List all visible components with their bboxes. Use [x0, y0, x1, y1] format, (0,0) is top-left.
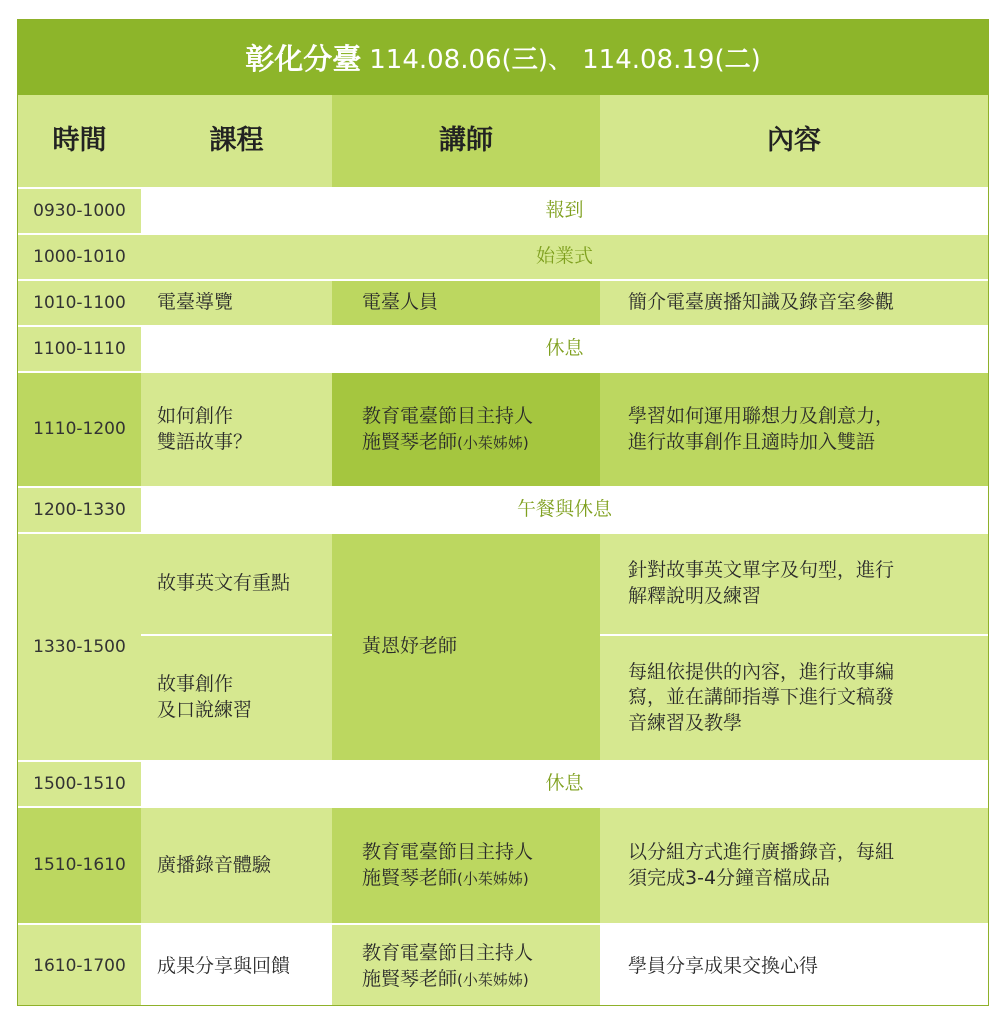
header-time: 時間 — [18, 95, 141, 187]
teacher-cell: 黃恩妤老師 — [332, 534, 600, 760]
time-cell: 1200-1330 — [18, 488, 141, 532]
span-cell: 午餐與休息 — [141, 488, 988, 532]
course-cell: 成果分享與回饋 — [141, 925, 332, 1006]
span-cell: 休息 — [141, 327, 988, 371]
course-cell: 故事英文有重點 — [141, 534, 332, 634]
session-dates: 114.08.06(三)、 114.08.19(二) — [369, 45, 761, 75]
content-cell: 學員分享成果交換心得 — [600, 925, 988, 1006]
time-cell: 1510-1610 — [18, 808, 141, 923]
header-teacher: 講師 — [332, 95, 600, 187]
course-cell: 廣播錄音體驗 — [141, 808, 332, 923]
header-course: 課程 — [141, 95, 332, 187]
branch-name: 彰化分臺 — [245, 42, 362, 76]
content-cell: 每組依提供的內容，進行故事編 寫，並在講師指導下進行文稿發 音練習及教學 — [600, 636, 988, 760]
course-cell: 如何創作 雙語故事？ — [141, 373, 332, 486]
time-cell: 0930-1000 — [18, 189, 141, 233]
time-cell: 1500-1510 — [18, 762, 141, 806]
teacher-cell: 教育電臺節目主持人 施賢琴老師(小茱姊姊) — [332, 925, 600, 1006]
header-content: 內容 — [600, 95, 988, 187]
time-cell: 1000-1010 — [18, 235, 141, 279]
teacher-cell: 電臺人員 — [332, 281, 600, 325]
table-title — [18, 20, 988, 95]
content-cell: 學習如何運用聯想力及創意力， 進行故事創作且適時加入雙語 — [600, 373, 988, 486]
time-cell: 1610-1700 — [18, 925, 141, 1006]
time-cell: 1010-1100 — [18, 281, 141, 325]
content-cell: 簡介電臺廣播知識及錄音室參觀 — [600, 281, 988, 325]
schedule-table — [17, 19, 989, 1006]
teacher-cell: 教育電臺節目主持人 施賢琴老師(小茱姊姊) — [332, 808, 600, 923]
course-cell: 電臺導覽 — [141, 281, 332, 325]
time-cell: 1330-1500 — [18, 534, 141, 760]
span-cell: 休息 — [141, 762, 988, 806]
span-cell: 始業式 — [141, 235, 988, 279]
content-cell: 針對故事英文單字及句型，進行 解釋說明及練習 — [600, 534, 988, 634]
time-cell: 1110-1200 — [18, 373, 141, 486]
content-cell: 以分組方式進行廣播錄音，每組 須完成3-4分鐘音檔成品 — [600, 808, 988, 923]
span-cell: 報到 — [141, 189, 988, 233]
course-cell: 故事創作 及口說練習 — [141, 636, 332, 760]
teacher-cell: 教育電臺節目主持人 施賢琴老師(小茱姊姊) — [332, 373, 600, 486]
time-cell: 1100-1110 — [18, 327, 141, 371]
